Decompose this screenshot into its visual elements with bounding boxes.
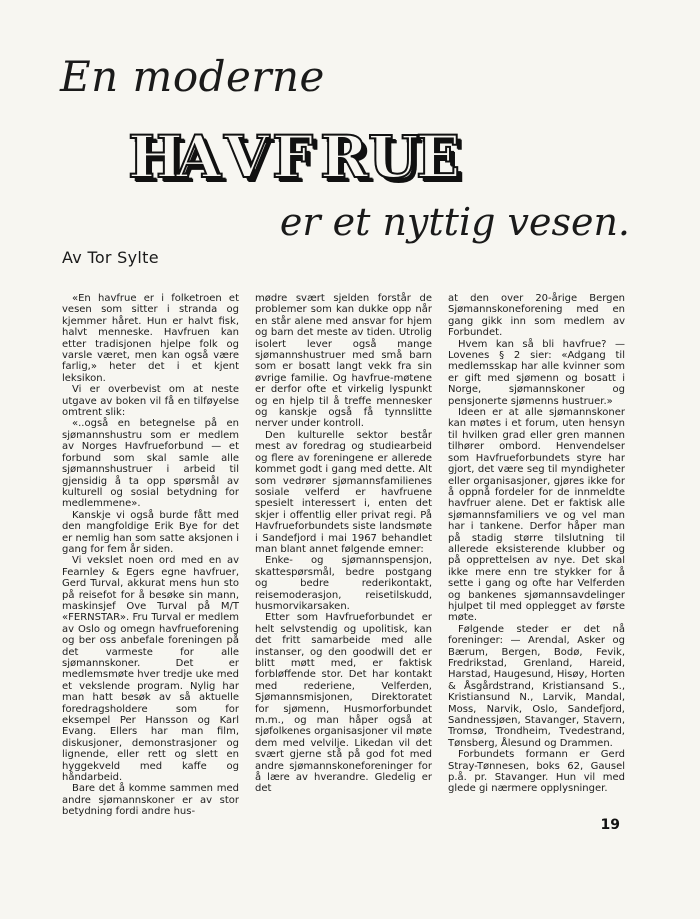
paragraph: «En havfrue er i folketroen et vesen som sitter i stranda og kjemmer håret. Hun er halvt fisk, halvt menneske. Havfruen kan etter tradisjonen hjelpe folk og varsle været, men kan også være farlig,» heter det i et kjent leksikon. [62, 293, 239, 384]
paragraph: Enke- og sjømannspensjon, skattespørsmål, bedre postgang og bedre rederikontakt, reisemoderasjon, reisetilskudd, husmorvikarsaken. [255, 555, 432, 612]
article-byline: Av Tor Sylte [62, 248, 159, 267]
article-kicker: En moderne [60, 52, 325, 101]
article-headline [128, 123, 464, 192]
paragraph: Bare det å komme sammen med andre sjømannskoner er av stor betydning fordi andre hus- [62, 783, 239, 818]
paragraph: Etter som Havfrueforbundet er helt selvstendig og upolitisk, kan det fritt samarbeide med alle instanser, og den goodwill det er blitt møtt med, er faktisk forbløffende stor. Det har kontakt med rederiene, Velferden, Sjømannsmisjonen, Direktoratet for sjømenn, Husmorforbundet m.m., og man håper også at sjøfolkenes organisasjoner vil møte dem med velvilje. Likedan vil det svært gjerne stå på god fot med andre sjømannskoneforeninger for å lære av hverandre. Gledelig er det [255, 612, 432, 795]
paragraph: Hvem kan så bli havfrue? — Lovenes § 2 sier: «Adgang til medlemsskap har alle kvinner som er gift med sjømenn og bosatt i Norge, sjømannskoner og pensjonerte sjømenns hustruer.» [448, 338, 625, 407]
paragraph: Den kulturelle sektor består mest av foredrag og studiearbeid og flere av foreningene er allerede kommet godt i gang med dette. Alt som vedrører sjømannsfamilienes sosiale velferd er havfruene spesielt interessert i, enten det skjer i offentlig eller privat regi. På Havfrueforbundets siste landsmøte i Sandefjord i mai 1967 behandlet man blant annet følgende emner: [255, 429, 432, 555]
article-column-3 [448, 293, 625, 795]
headline-letter: R [320, 123, 369, 191]
article-column-2 [255, 293, 432, 795]
paragraph: «..også en betegnelse på en sjømannshustru som er medlem av Norges Havfrueforbund — et forbund som skal samle alle sjømannshustruer i arbeid til gjensidig å ta opp spørsmål av kulturell og sosial betydning for medlemmene». [62, 418, 239, 510]
headline-letter: V [224, 123, 270, 191]
paragraph: Følgende steder er det nå foreninger: — Arendal, Asker og Bærum, Bergen, Bodø, Fevik, Fredrikstad, Grenland, Hareid, Harstad, Haugesund, Hisøy, Horten & Åsgårdstrand, Kristiansand S., Kristiansund N., Larvik, Mandal, Moss, Narvik, Oslo, Sandefjord, Sandnessjøen, Stavanger, Stavern, Tromsø, Trondheim, Tvedestrand, Tønsberg, Ålesund og Drammen. [448, 623, 625, 749]
paragraph: at den over 20-årige Bergen Sjømannskoneforening med en gang gikk inn som medlem av Forbundet. [448, 293, 625, 339]
paragraph: Kanskje vi også burde fått med den mangfoldige Erik Bye for det er nemlig han som satte aksjonen i gang for fem år siden. [62, 509, 239, 555]
headline-letter: U [368, 123, 419, 191]
paragraph: Ideen er at alle sjømannskoner kan møtes i et forum, uten hensyn til hvilken grad eller gren mannen tilhører ombord. Henvendelser som Havfrueforbundets styre har gjort, det være seg til myndigheter eller organisasjoner, gjøres ikke for å oppnå fordeler for de innmeldte havfruer alene. Det er faktisk alle sjømannsfamiliers ve og vel man har i tankene. Derfor håper man på stadig større tilslutning til allerede eksisterende klubber og på opprettelsen av nye. Det skal ikke mere enn tre stykker for å sette i gang og ofte har Velferden og bankenes sjømannsavdelinger hjulpet til med opplegget av første møte. [448, 407, 625, 624]
headline-letter: F [272, 123, 314, 191]
article-subhead: er et nyttig vesen. [279, 200, 630, 244]
headline-letter: A [176, 123, 222, 191]
paragraph: Vi er overbevist om at neste utgave av boken vil få en tilføyelse omtrent slik: [62, 384, 239, 419]
paragraph: mødre svært sjelden forstår de problemer som kan dukke opp når en står alene med ansvar for hjem og barn det meste av tiden. Utrolig isolert lever også mange sjømannshustruer med små barn som er bosatt langt vekk fra sin øvrige familie. Og havfrue-møtene er derfor ofte et virkelig lyspunkt og en hjelp til å treffe mennesker og kanskje også få tynnslitte nerver under kontroll. [255, 293, 432, 430]
page-number: 19 [600, 817, 620, 833]
paragraph: Forbundets formann er Gerd Stray-Tønnesen, boks 62, Gausel p.å. pr. Stavanger. Hun vil med glede gi nærmere opplysninger. [448, 749, 625, 795]
article-column-1 [62, 293, 239, 818]
paragraph: Vi vekslet noen ord med en av Fearnley & Egers egne havfruer, Gerd Turval, akkurat mens hun sto på reisefot for å besøke sin mann, maskinsjef Ove Turval på M/T «FERNSTAR». Fru Turval er medlem av Oslo og omegn havfrueforening og ber oss anbefale foreningen på det varmeste for alle sjømannskoner. Det er medlemsmøte hver tredje uke med et vekslende program. Nylig har man hatt besøk av så aktuelle foredragsholdere som for eksempel Per Hansson og Karl Evang. Ellers har man film, diskusjoner, demonstrasjoner og lignende, eller rett og slett en hyggekveld med kaffe og håndarbeid. [62, 555, 239, 784]
headline-letter: H [128, 123, 183, 191]
headline-letter: E [416, 123, 461, 191]
